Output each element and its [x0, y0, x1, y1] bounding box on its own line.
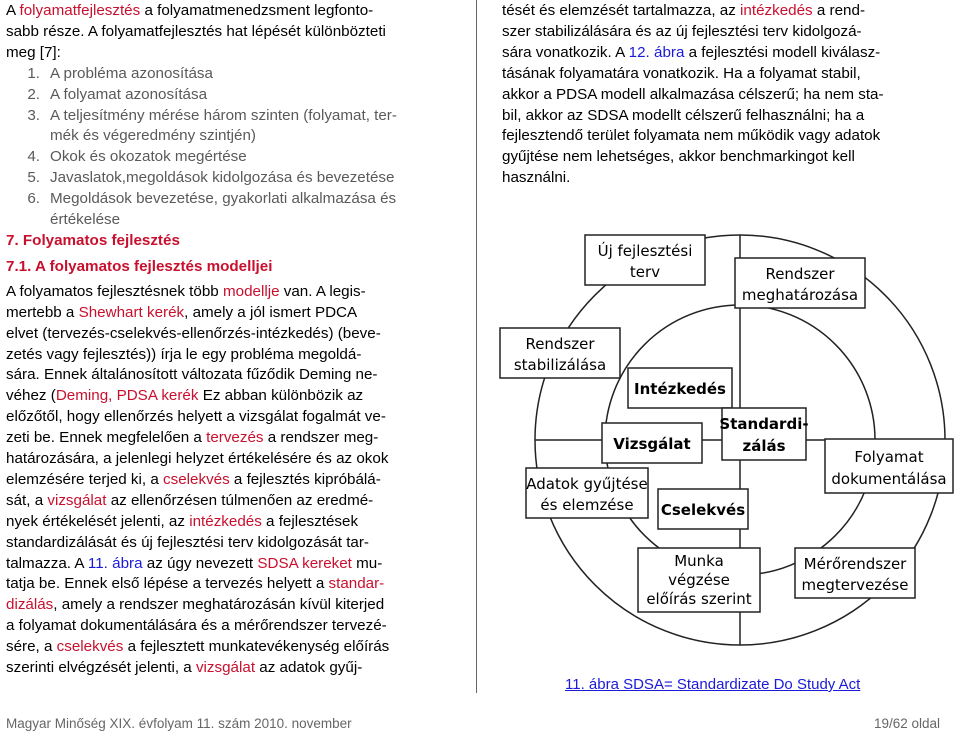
column-divider	[476, 0, 477, 693]
step-number: 4.	[27, 148, 40, 166]
r-line: gyűjtése nem lehetséges, akkor benchmarkingot kell	[502, 148, 855, 166]
step-item	[6, 168, 450, 189]
svg-text:zálás: zálás	[742, 437, 786, 455]
svg-text:stabilizálása: stabilizálása	[513, 356, 607, 374]
p-line: A folyamatos fejlesztésnek több modellje van. A legis-	[6, 282, 366, 300]
term-tervezes[interactable]: tervezés	[206, 429, 264, 447]
svg-text:Standardi-: Standardi-	[719, 415, 809, 433]
box-folyamat-dokumentalasa	[825, 439, 953, 493]
term-intezkedes[interactable]: intézkedés	[189, 512, 262, 530]
step-text: mék és végeredmény szintjén)	[50, 127, 256, 145]
term-vizsgalat-2[interactable]: vizsgálat	[195, 659, 256, 677]
figure-caption: 11. ábra SDSA= Standardizate Do Study Act	[565, 676, 861, 693]
term-cselekves-2[interactable]: cselekvés	[56, 638, 124, 656]
p-line: standardizálását és új fejlesztési terv kidolgozását tar-	[6, 533, 369, 551]
intro-line-1: A folyamatfejlesztés a folyamatmenedzsment legfonto-	[6, 2, 374, 19]
svg-text:Rendszer: Rendszer	[525, 335, 595, 353]
svg-text:Cselekvés: Cselekvés	[660, 501, 746, 519]
box-munka-vegzese	[638, 548, 760, 612]
step-text: A probléma azonosítása	[50, 64, 213, 82]
figure-ref-abra-12[interactable]: ábra	[654, 43, 685, 61]
svg-text:dokumentálása: dokumentálása	[831, 470, 947, 488]
svg-text:végzése: végzése	[668, 571, 730, 589]
intro-line-2: sabb része. A folyamatfejlesztés hat lépését különbözteti	[6, 22, 386, 40]
body-paragraph	[6, 282, 450, 679]
footer-journal: Magyar Minőség XIX. évfolyam 11. szám 2010. november	[6, 716, 352, 731]
r-line: szer stabilizálására és az új fejlesztési terv kidolgozá-	[502, 22, 862, 40]
svg-text:Mérőrendszer: Mérőrendszer	[803, 555, 907, 573]
step-item	[6, 147, 450, 168]
r-line: használni.	[502, 169, 571, 187]
term-intezkedes-right[interactable]: intézkedés	[740, 2, 813, 19]
steps-list	[6, 64, 450, 231]
p-line: véhez (Deming, PDSA kerék Ez abban különbözik az	[6, 387, 364, 405]
svg-text:meghatározása: meghatározása	[741, 286, 859, 304]
box-uj-fejlesztesi-terv	[585, 235, 705, 285]
r-line: sára vonatkozik. A 12. ábra a fejlesztési modell kiválasz-	[502, 43, 881, 61]
p-line: sére, a cselekvés a fejlesztett munkatevékenység előírás	[6, 638, 390, 656]
p-line: dizálás, amely a rendszer meghatározásán kívül kiterjed	[6, 596, 385, 614]
box-standardizalas	[719, 408, 808, 460]
r-line: bil, akkor az SDSA modellt célszerű felhasználni; ha a	[502, 106, 865, 124]
term-vizsgalat[interactable]: vizsgálat	[47, 491, 107, 509]
box-vizsgalat	[602, 423, 702, 463]
box-rendszer-meghatarozasa	[735, 258, 865, 308]
box-cselekves	[658, 489, 748, 529]
step-item	[6, 85, 450, 106]
term-shewhart[interactable]: Shewhart kerék	[78, 303, 185, 321]
p-line: talmazza. A 11. ábra az úgy nevezett SDSA kereket mu-	[6, 554, 383, 572]
svg-text:előírás szerint: előírás szerint	[646, 590, 752, 608]
p-line: sát, a vizsgálat az ellenőrzésen túlmenően az eredmé-	[6, 491, 374, 509]
svg-text:Rendszer: Rendszer	[765, 265, 835, 283]
heading-modellek: 7.1. A folyamatos fejlesztés modelljei	[6, 257, 273, 275]
r-line: akkor a PDSA modell alkalmazása célszerű; ha nem sta-	[502, 85, 884, 103]
box-rendszer-stabilizalasa	[500, 328, 620, 378]
term-modellje[interactable]: modellje	[222, 282, 280, 300]
step-number: 6.	[27, 190, 40, 208]
term-cselekves[interactable]: cselekvés	[163, 470, 230, 488]
step-number: 3.	[27, 106, 40, 124]
footer-page-number: 19/62 oldal	[873, 716, 940, 731]
p-line: tatja be. Ennek első lépése a tervezés helyett a standar-	[6, 575, 385, 593]
step-text: Megoldások bevezetése, gyakorlati alkalmazása és	[50, 190, 397, 208]
p-line: szerinti elvégzését jelenti, a vizsgálat az adatok gyűj-	[6, 659, 363, 677]
step-text: Javaslatok,megoldások kidolgozása és bevezetése	[50, 169, 395, 187]
p-line: határozására, a jelenlegi helyzet értékelésére és az okok	[6, 450, 389, 468]
step-text: Okok és okozatok megértése	[50, 148, 247, 166]
box-adatok-gyujtese	[526, 468, 648, 518]
svg-text:Új fejlesztési: Új fejlesztési	[597, 242, 693, 260]
term-sdsa[interactable]: SDSA kereket	[257, 554, 352, 572]
box-meroredszer	[795, 548, 915, 598]
svg-text:Intézkedés: Intézkedés	[634, 380, 726, 398]
heading-folyamatos-fejlesztes: 7. Folyamatos fejlesztés	[6, 231, 180, 249]
svg-text:Munka: Munka	[674, 552, 724, 570]
figure-ref-abra[interactable]: ábra	[112, 554, 143, 572]
svg-text:terv: terv	[629, 263, 661, 281]
p-line: a folyamat dokumentálására és a mérőrendszer tervezé-	[6, 617, 387, 635]
right-column	[502, 1, 945, 189]
intro-line-3: meg [7]:	[6, 43, 61, 61]
left-column	[6, 1, 450, 679]
step-number: 1.	[27, 64, 40, 82]
r-line: tásának folyamatára vonatkozik. Ha a folyamat stabil,	[502, 64, 861, 82]
figure-ref-12[interactable]: 12.	[628, 43, 650, 61]
step-text: értékelése	[50, 211, 121, 229]
step-text: A teljesítmény mérése három szinten (folyamat, ter-	[50, 106, 397, 124]
r-line: tését és elemzését tartalmazza, az intézkedés a rend-	[502, 2, 865, 19]
svg-text:és elemzése: és elemzése	[540, 496, 634, 514]
step-item	[6, 106, 450, 148]
p-line: nyek értékelését jelenti, az intézkedés a fejlesztések	[6, 512, 359, 530]
step-number: 5.	[27, 169, 40, 187]
step-item	[6, 189, 450, 231]
figure-ref-11[interactable]: 11.	[87, 554, 108, 572]
p-line: előzőtől, hogy ellenőrzés helyett a vizsgálat fogalmát ve-	[6, 408, 386, 426]
svg-text:Adatok gyűjtése: Adatok gyűjtése	[526, 475, 648, 493]
p-line: zetés vagy fejlesztés)) írja le egy probléma megoldá-	[6, 345, 362, 363]
term-deming[interactable]: Deming, PDSA kerék	[55, 387, 199, 405]
term-folyamatfejlesztes[interactable]: folyamatfejlesztés	[19, 2, 141, 19]
sdsa-wheel-diagram	[490, 225, 955, 665]
p-line: mertebb a Shewhart kerék, amely a jól ismert PDCA	[6, 303, 358, 321]
svg-text:Folyamat: Folyamat	[854, 448, 924, 466]
term-standardizalas-cont[interactable]: dizálás	[6, 596, 54, 614]
svg-text:Vizsgálat: Vizsgálat	[613, 435, 691, 453]
step-item	[6, 64, 450, 85]
term-standardizalas[interactable]: standar-	[328, 575, 385, 593]
p-line: elemzésére terjed ki, a cselekvés a fejlesztés kipróbálá-	[6, 470, 381, 488]
page-footer	[6, 712, 940, 732]
r-line: fejlesztendő terület folyamata nem működik vagy adatok	[502, 127, 881, 145]
step-number: 2.	[27, 85, 40, 103]
p-line: zeti be. Ennek megfelelően a tervezés a rendszer meg-	[6, 429, 379, 447]
step-text: A folyamat azonosítása	[50, 85, 208, 103]
svg-text:megtervezése: megtervezése	[801, 576, 909, 594]
p-line: elvet (tervezés-cselekvés-ellenőrzés-intézkedés) (beve-	[6, 324, 381, 342]
p-line: sára. Ennek általánosított változata fűződik Deming ne-	[6, 366, 378, 384]
box-intezkedes	[628, 368, 732, 408]
